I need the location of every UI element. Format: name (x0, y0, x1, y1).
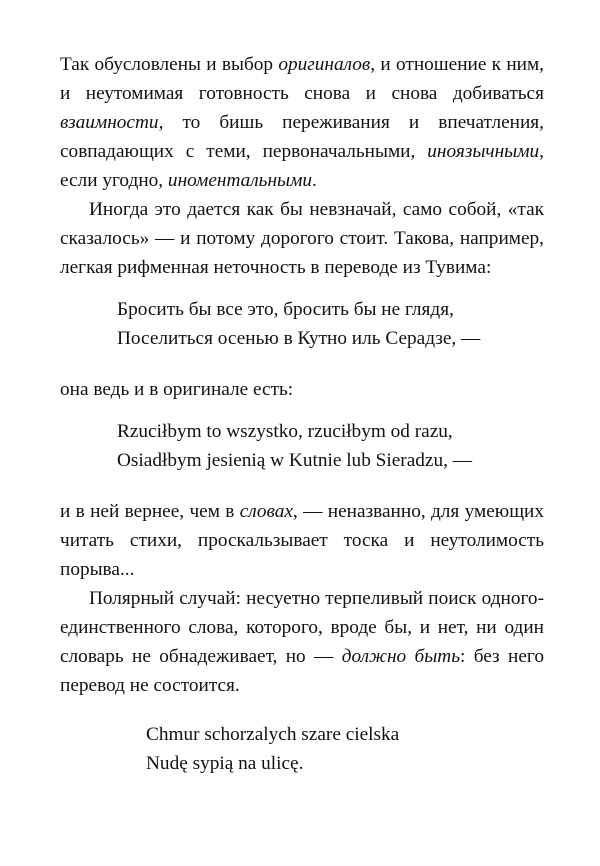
paragraph-rhyme-inexactness: Иногда это дается как бы невзначай, само собой, «так сказалось» — и потому дорогого стоит. Такова, например, легкая рифменная неточность в переводе из Тувима: (60, 199, 544, 278)
emphasis-reciprocity: взаимности (60, 112, 159, 133)
verse-russian-translation (60, 295, 544, 353)
emphasis-foreign-mental: иноментальными (167, 170, 313, 191)
book-page (60, 50, 544, 778)
paragraph-selection-of-originals: Так обусловлены и выбор оригиналов, и отношение к ним, и неутомимая готовность снова и снова добиваться взаимности, то бишь переживания и впечатления, совпадающих с теми, первоначальными, иноязычными, если угодно, иноментальными. (60, 54, 544, 191)
emphasis-foreign-language: иноязычными (427, 141, 540, 162)
verse-line: Rzuciłbym to wszystko, rzuciłbym od razu, (117, 421, 453, 442)
verse-line: Поселиться осенью в Кутно иль Серадзе, — (117, 328, 481, 349)
paragraph-in-original: она ведь и в оригинале есть: (60, 379, 294, 400)
verse-line: Бросить бы все это, бросить бы не глядя, (117, 299, 454, 320)
verse-line: Osiadłbym jesienią w Kutnie lub Sieradzu, — (117, 450, 473, 471)
verse-line: Nudę sypią na ulicę. (146, 753, 304, 774)
emphasis-words: словах (239, 501, 293, 522)
verse-line: Chmur schorzalych szare cielska (146, 724, 400, 745)
verse-polish-clouds (60, 720, 544, 778)
verse-polish-original (60, 417, 544, 475)
emphasis-originals: оригиналов (278, 54, 371, 75)
paragraph-truer-than-words: и в ней вернее, чем в словах, — неназванно, для умеющих читать стихи, проскальзывает тоска и неутолимость порыва... (60, 501, 544, 580)
paragraph-polar-case: Полярный случай: несуетно терпеливый поиск одного-единственного слова, которого, вроде бы, и нет, ни один словарь не обнадеживает, но — должно быть: без него перевод не состоится. (60, 588, 544, 696)
emphasis-must-be: должно быть (341, 646, 460, 667)
